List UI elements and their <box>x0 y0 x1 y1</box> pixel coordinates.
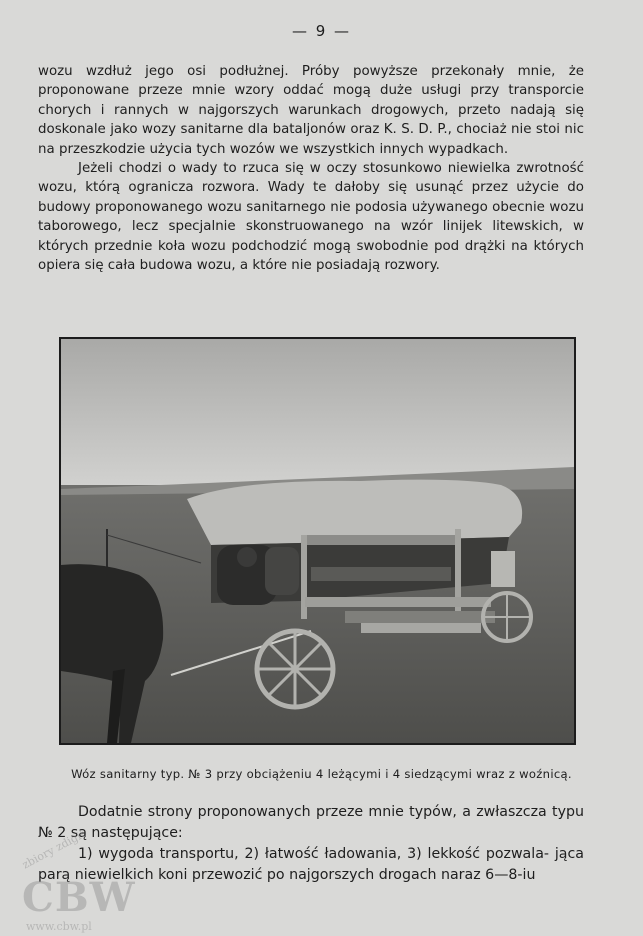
text-line: zwrotność wozu, którą ogranicza rozwora. Wady te dałoby się usunąć <box>38 161 584 196</box>
paragraph <box>38 159 584 275</box>
paragraph <box>38 802 584 844</box>
text-line: Jeżeli chodzi o wady to rzuca się w oczy stosunkowo niewielka <box>78 161 511 177</box>
figure-caption: Wóz sanitarny typ. № 3 przy obciążeniu 4 leżącymi i 4 siedzącymi wraz z woźnicą. <box>71 767 572 781</box>
text-block-top <box>38 62 584 275</box>
text-line: jąca parą niewielkich koni przewozić po najgorszych drogach naraz 6—8-iu <box>38 846 584 883</box>
text-line: przez użycie do budowy proponowanego wozu sanitarnego nie podosia <box>38 180 584 215</box>
watermark-logo: CBW <box>22 874 136 921</box>
paragraph <box>38 62 584 159</box>
sky <box>61 339 574 489</box>
watermark-url: www.cbw.pl <box>26 920 92 933</box>
text-line: innych wypadkach. <box>379 141 509 157</box>
text-line: Dodatnie strony proponowanych przeze mnie typów, a zwłaszcza typu <box>78 804 584 820</box>
text-line: 1) wygoda transportu, 2) łatwość ładowania, 3) lekkość pozwala- <box>78 846 550 862</box>
page-number: — 9 — <box>291 22 352 40</box>
text-line: się doskonale jako wozy sanitarne dla bataljonów oraz K. S. D. P., <box>38 102 584 138</box>
text-line: № 2 są następujące: <box>38 825 183 841</box>
text-line: chociaż nie stoi nic na przeszkodzie użycia tych wozów we wszystkich <box>38 122 584 157</box>
text-line: chorych i rannych w najgorszych warunkach drogowych, przeto nadają <box>38 102 556 118</box>
text-line: nie posiadają rozwory. <box>291 258 440 274</box>
text-line: na wzór linijek litewskich, w których przednie koła wozu podchodzić mogą <box>38 219 584 254</box>
text-line: używanego obecnie wozu taborowego, lecz specjalnie skonstruowanego <box>38 199 584 235</box>
text-line: wozu wzdłuż jego osi podłużnej. Próby powyższe przekonały mnie, że <box>38 64 584 79</box>
ambulance-wagon-photo <box>59 337 576 745</box>
text-line: swobodnie pod drążki na których opiera się cała budowa wozu, a które <box>38 238 584 274</box>
text-line: proponowane przeze mnie wzory oddać mogą duże usługi przy transporcie <box>38 83 584 99</box>
watermark-tagline: zbiory zdigit <box>20 827 88 872</box>
